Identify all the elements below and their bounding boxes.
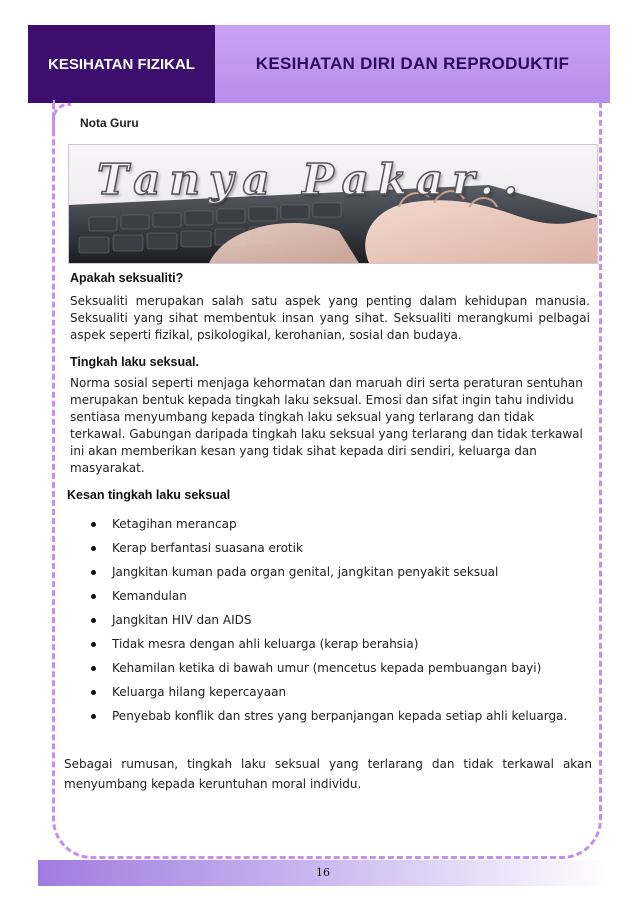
list-item: Jangkitan HIV dan AIDS [88,608,598,632]
list-item: Tidak mesra dengan ahli keluarga (kerap berahsia) [88,632,598,656]
banner-title: Tanya Pakar.. [97,155,527,204]
section-tingkah-laku [70,354,590,477]
tanya-pakar-banner [68,144,598,264]
bullet-icon [91,642,96,647]
bullet-icon [91,714,96,719]
conclusion-text: Sebagai rumusan, tingkah laku seksual yang terlarang dan tidak terkawal akan menyumbang kepada keruntuhan moral individu. [64,757,592,791]
bullet-icon [91,618,96,623]
bullet-icon [91,546,96,551]
section-heading: Tingkah laku seksual. [70,355,199,369]
nota-guru-label: Nota Guru [80,116,139,130]
section-seksualiti [70,270,590,344]
bullet-icon [91,522,96,527]
bullet-icon [91,594,96,599]
page-number: 16 [316,866,330,879]
page-header [28,25,610,103]
header-category: KESIHATAN FIZIKAL [28,25,215,103]
conclusion [64,754,592,794]
section-body: Seksualiti merupakan salah satu aspek yang penting dalam kehidupan manusia. Seksualiti yang sihat membentuk insan yang sihat. Seksualiti merangkumi pelbagai aspek seperti fizikal, psikologikal, kerohanian, sosial dan budaya. [70,294,590,342]
section-heading: Kesan tingkah laku seksual [67,488,231,502]
header-topic: KESIHATAN DIRI DAN REPRODUKTIF [215,25,610,103]
bullet-icon [91,690,96,695]
list-item: Jangkitan kuman pada organ genital, jangkitan penyakit seksual [88,560,598,584]
section-body: Norma sosial seperti menjaga kehormatan dan maruah diri serta peraturan sentuhan merupakan bentuk kepada tingkah laku seksual. Emosi dan sifat ingin tahu individu sentiasa menyumbang kepada tingkah laku seksual yang terlarang dan tidak terkawal. Gabungan daripada tingkah laku seksual yang terlarang dan tidak terkawal ini akan memberikan kesan yang tidak sihat kepada diri sendiri, keluarga dan masyarakat. [70,376,583,475]
section-heading: Apakah seksualiti? [70,271,184,285]
list-item: Penyebab konflik dan stres yang berpanjangan kepada setiap ahli keluarga. [88,704,598,728]
list-item: Kemandulan [88,584,598,608]
list-item: Keluarga hilang kepercayaan [88,680,598,704]
frame-corner [52,103,71,136]
list-item: Ketagihan merancap [88,512,598,536]
bullet-icon [91,666,96,671]
page-footer [38,860,608,886]
list-item: Kerap berfantasi suasana erotik [88,536,598,560]
list-item: Kehamilan ketika di bawah umur (mencetus kepada pembuangan bayi) [88,656,598,680]
bullet-icon [91,570,96,575]
section-kesan [67,487,587,504]
kesan-list [88,512,598,728]
